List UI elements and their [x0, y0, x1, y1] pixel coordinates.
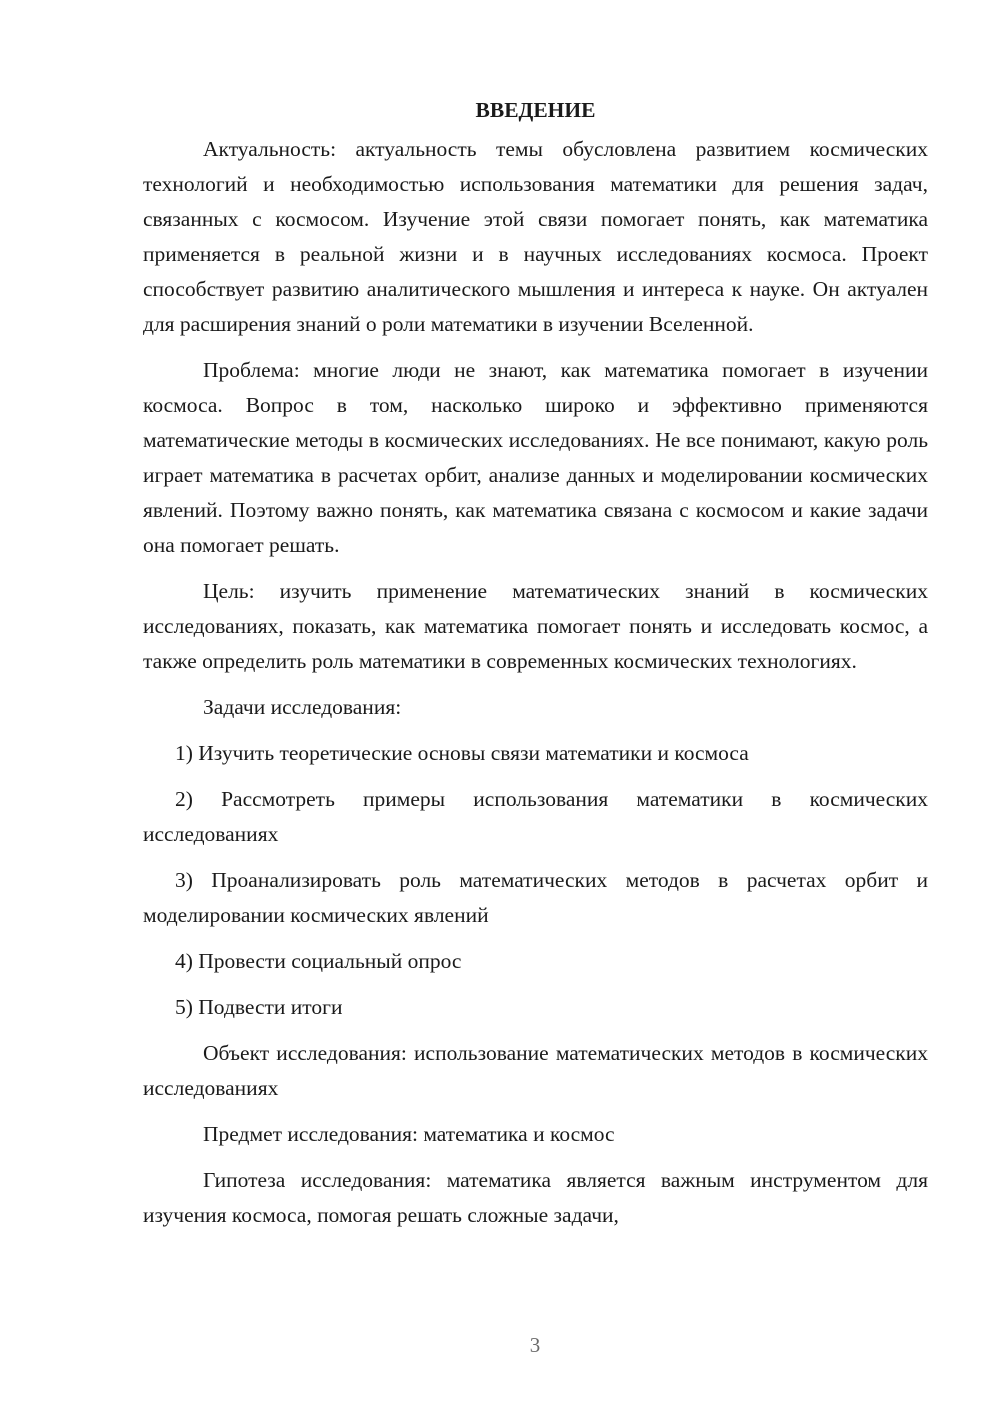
task-item-4: 4) Провести социальный опрос — [175, 949, 462, 973]
problem-paragraph: Проблема: многие люди не знают, как математика помогает в изучении космоса. Вопрос в том, насколько широко и эффективно применяются математические методы в космических исследованиях. Не все понимают, какую роль играет математика в расчетах орбит, анализе данных и моделировании космических явлений. Поэтому важно понять, как математика связана с космосом и какие задачи она помогает решать. — [143, 358, 928, 557]
task-item-1: 1) Изучить теоретические основы связи математики и космоса — [175, 741, 749, 765]
task-item-5: 5) Подвести итоги — [175, 995, 343, 1019]
page-number: 3 — [529, 1333, 541, 1357]
hypothesis-paragraph: Гипотеза исследования: математика является важным инструментом для изучения космоса, помогая решать сложные задачи, — [143, 1168, 928, 1227]
relevance-paragraph: Актуальность: актуальность темы обусловлена развитием космических технологий и необходимостью использования математики для решения задач, связанных с космосом. Изучение этой связи помогает понять, как математика применяется в реальной жизни и в научных исследованиях космоса. Проект способствует развитию аналитического мышления и интереса к науке. Он актуален для расширения знаний о роли математики в изучении Вселенной. — [143, 137, 928, 336]
tasks-heading: Задачи исследования: — [203, 695, 402, 719]
goal-paragraph: Цель: изучить применение математических знаний в космических исследованиях, показать, как математика помогает понять и исследовать космос, а также определить роль математики в современных космических технологиях. — [143, 579, 928, 673]
task-item-2: 2) Рассмотреть примеры использования математики в космических исследованиях — [143, 787, 928, 846]
page-title: ВВЕДЕНИЕ — [475, 98, 596, 122]
page-content — [143, 93, 928, 1244]
subject-paragraph: Предмет исследования: математика и космос — [203, 1122, 615, 1146]
object-paragraph: Объект исследования: использование математических методов в космических исследованиях — [143, 1041, 928, 1100]
task-item-3: 3) Проанализировать роль математических методов в расчетах орбит и моделировании космических явлений — [143, 868, 928, 927]
